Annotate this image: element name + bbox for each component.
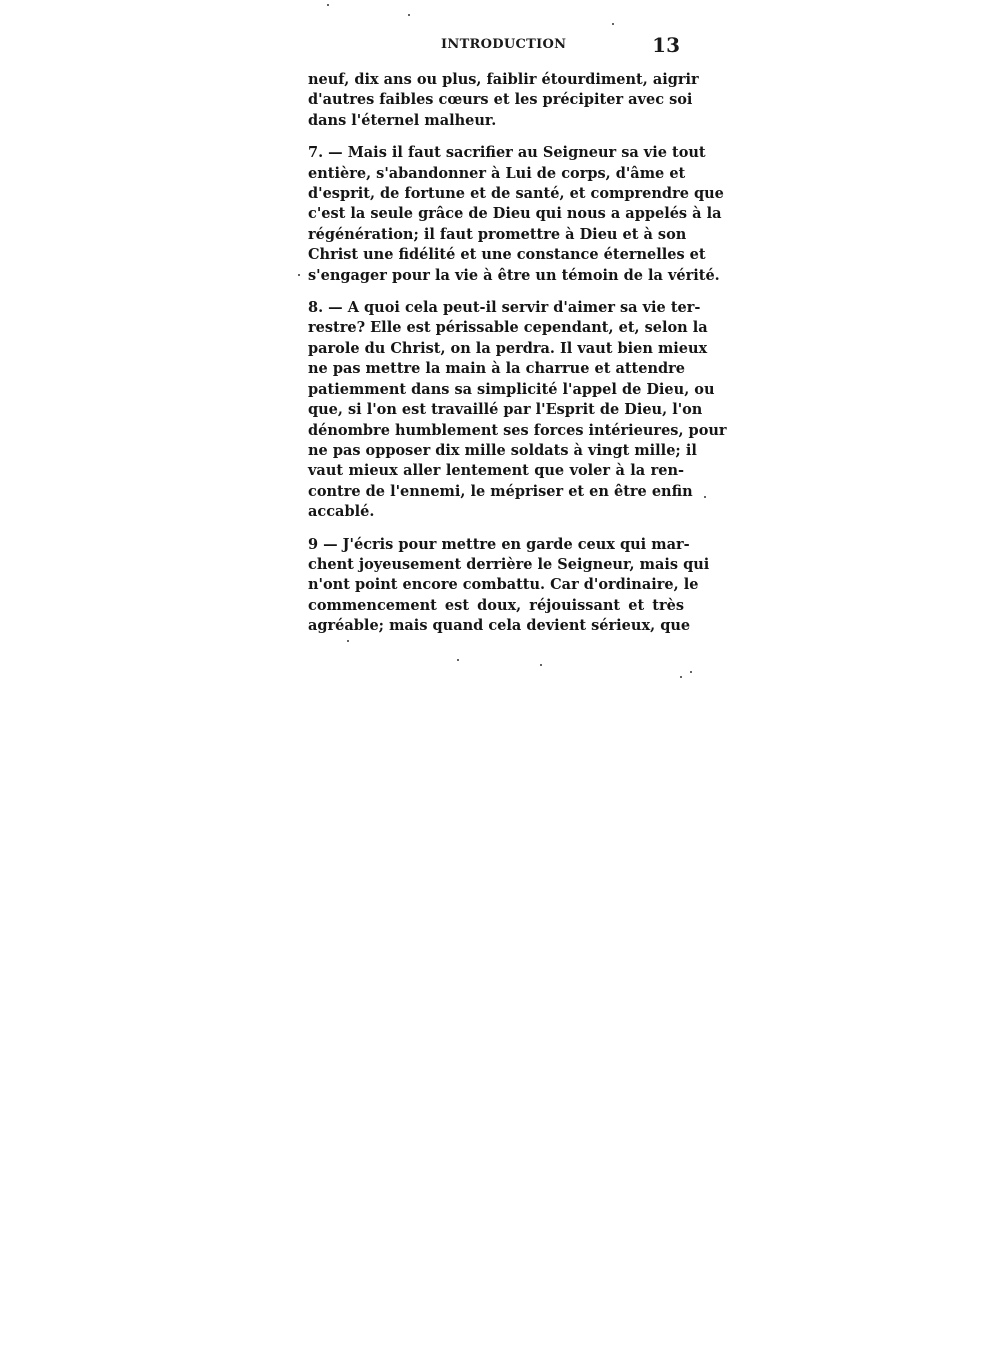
text-line: c'est la seule grâce de Dieu qui nous a appelés à la bbox=[308, 205, 722, 223]
text-line: que, si l'on est travaillé par l'Esprit de Dieu, l'on bbox=[308, 401, 703, 419]
scan-speck bbox=[690, 671, 692, 673]
text-line: dans l'éternel malheur. bbox=[308, 111, 497, 129]
text-line: vaut mieux aller lentement que voler à la ren- bbox=[308, 462, 684, 480]
text-line: ne pas mettre la main à la charrue et attendre bbox=[308, 360, 686, 378]
text-line: parole du Christ, on la perdra. Il vaut bien mieux bbox=[308, 339, 708, 357]
text-line: 9 — J'écris pour mettre en garde ceux qui mar- bbox=[308, 535, 690, 553]
text-line: d'esprit, de fortune et de santé, et comprendre que bbox=[308, 185, 724, 203]
body-text bbox=[308, 70, 727, 637]
scan-speck bbox=[540, 664, 542, 666]
text-line: 8. — A quoi cela peut-il servir d'aimer sa vie ter- bbox=[308, 299, 701, 317]
text-line: régénération; il faut promettre à Dieu et à son bbox=[308, 225, 687, 243]
scan-speck bbox=[298, 274, 300, 276]
text-line: chent joyeusement derrière le Seigneur, mais qui bbox=[308, 555, 710, 573]
scan-speck bbox=[347, 640, 349, 642]
page-number: 13 bbox=[652, 33, 680, 57]
paragraph-9 bbox=[308, 535, 710, 637]
text-line: 7. — Mais il faut sacrifier au Seigneur sa vie tout bbox=[308, 144, 706, 162]
scan-speck bbox=[327, 4, 329, 6]
text-line: s'engager pour la vie à être un témoin de la vérité. bbox=[308, 266, 720, 284]
text-line: dénombre humblement ses forces intérieures, pour bbox=[308, 421, 727, 439]
paragraph-8 bbox=[308, 298, 727, 522]
text-line: restre? Elle est périssable cependant, et, selon la bbox=[308, 319, 708, 337]
paragraph-7 bbox=[308, 143, 724, 286]
text-line: Christ une fidélité et une constance éternelles et bbox=[308, 246, 706, 264]
scan-speck bbox=[680, 676, 682, 678]
scan-speck bbox=[704, 496, 706, 498]
text-line: neuf, dix ans ou plus, faiblir étourdiment, aigrir bbox=[308, 71, 699, 88]
text-line: ne pas opposer dix mille soldats à vingt mille; il bbox=[308, 441, 697, 459]
text-line: patiemment dans sa simplicité l'appel de Dieu, ou bbox=[308, 380, 715, 398]
text-line: agréable; mais quand cela devient sérieux, que bbox=[308, 617, 691, 635]
running-head: INTRODUCTION bbox=[441, 37, 567, 52]
paragraph-6-continuation bbox=[308, 70, 699, 131]
text-line: contre de l'ennemi, le mépriser et en être enfin bbox=[308, 482, 693, 500]
scan-speck bbox=[457, 659, 459, 661]
text-line: commencement est doux, réjouissant et très bbox=[308, 596, 684, 614]
text-line: entière, s'abandonner à Lui de corps, d'âme et bbox=[308, 164, 686, 182]
text-line: accablé. bbox=[308, 503, 375, 521]
page-header bbox=[308, 33, 684, 61]
text-line: n'ont point encore combattu. Car d'ordinaire, le bbox=[308, 576, 699, 594]
scan-speck bbox=[612, 23, 614, 25]
scan-speck bbox=[408, 14, 410, 16]
text-line: d'autres faibles cœurs et les précipiter avec soi bbox=[308, 91, 693, 109]
